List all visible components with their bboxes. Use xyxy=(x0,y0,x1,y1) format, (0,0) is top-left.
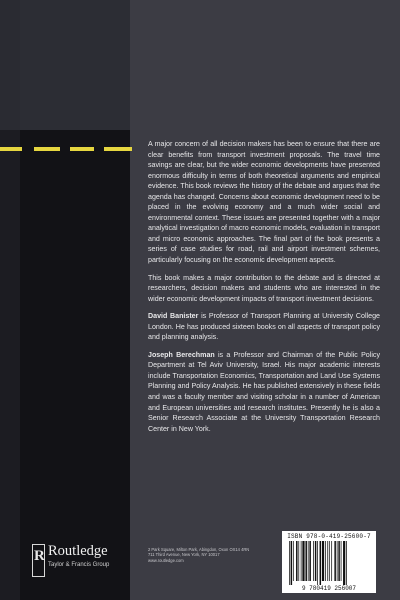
address-line: 2 Park Square, Milton Park, Abingdon, Oxon OX14 4RN xyxy=(148,547,250,552)
dashed-accent-line xyxy=(0,147,135,151)
dash xyxy=(104,147,132,151)
publisher-group: Taylor & Francis Group xyxy=(48,562,110,568)
publisher-logo xyxy=(32,541,152,581)
routledge-r-icon: R xyxy=(32,544,45,577)
dash xyxy=(0,147,22,151)
blurb-paragraph: This book makes a major contribution to the debate and is directed at researchers, decision makers and students who are interested in the wider economic development impacts of transport investment decisions. xyxy=(148,273,380,303)
left-edge-band-top xyxy=(0,0,20,130)
address-line: 711 Third Avenue, New York, NY 10017 xyxy=(148,552,220,558)
publisher-address xyxy=(148,547,258,563)
author-bio-text: is Professor of Transport Planning at University College London. He has produced sixteen books on all aspects of transport policy and planning analysis. xyxy=(148,312,380,342)
author-name: Joseph Berechman xyxy=(148,350,215,359)
author-bio xyxy=(148,311,380,343)
author-bio xyxy=(148,350,380,434)
author-bio-text: is a Professor and Chairman of the Public Policy Department at Tel Aviv University, Israel. His major academic interests include Transportation Economics, Transportation and Land Use Systems Planning and Policy Analysis. He has published extensively in these fields and was a faculty member and visiting scholar in a number of American and European universities and research institutes. Presently he is also a Senior Research Associate at the University Transportation Research Center in New York. xyxy=(148,350,380,433)
barcode-number: 9 780419 256007 xyxy=(301,585,356,592)
blurb-paragraph: A major concern of all decision makers has been to ensure that there are clear benefits from transport investment proposals. The travel time savings are clear, but the wider economic developments have presented enormous difficulty in terms of both theoretical arguments and empirical evidence. This book reviews the history of the debate and argues that the agenda has changed. Concerns about economic development need to be placed in the evolving economy and a much wider social and environmental context. These issues are presented together with a major analytical investigation of macro economic models, evaluation in transport and micro economic approaches. The final part of the book presents a series of case studies for road, rail and airport investment schemes, particularly focusing on the economic development aspects. xyxy=(148,140,380,265)
address-line: www.routledge.com xyxy=(148,557,184,563)
top-left-panel xyxy=(20,0,130,130)
back-cover-blurb xyxy=(148,139,380,441)
isbn-barcode xyxy=(282,531,376,593)
publisher-name: Routledge xyxy=(48,543,108,559)
isbn-label: ISBN 978-0-419-25600-7 xyxy=(287,533,371,540)
barcode-bars xyxy=(288,541,370,585)
dash xyxy=(70,147,94,151)
dash xyxy=(34,147,60,151)
author-name: David Banister xyxy=(148,312,199,321)
